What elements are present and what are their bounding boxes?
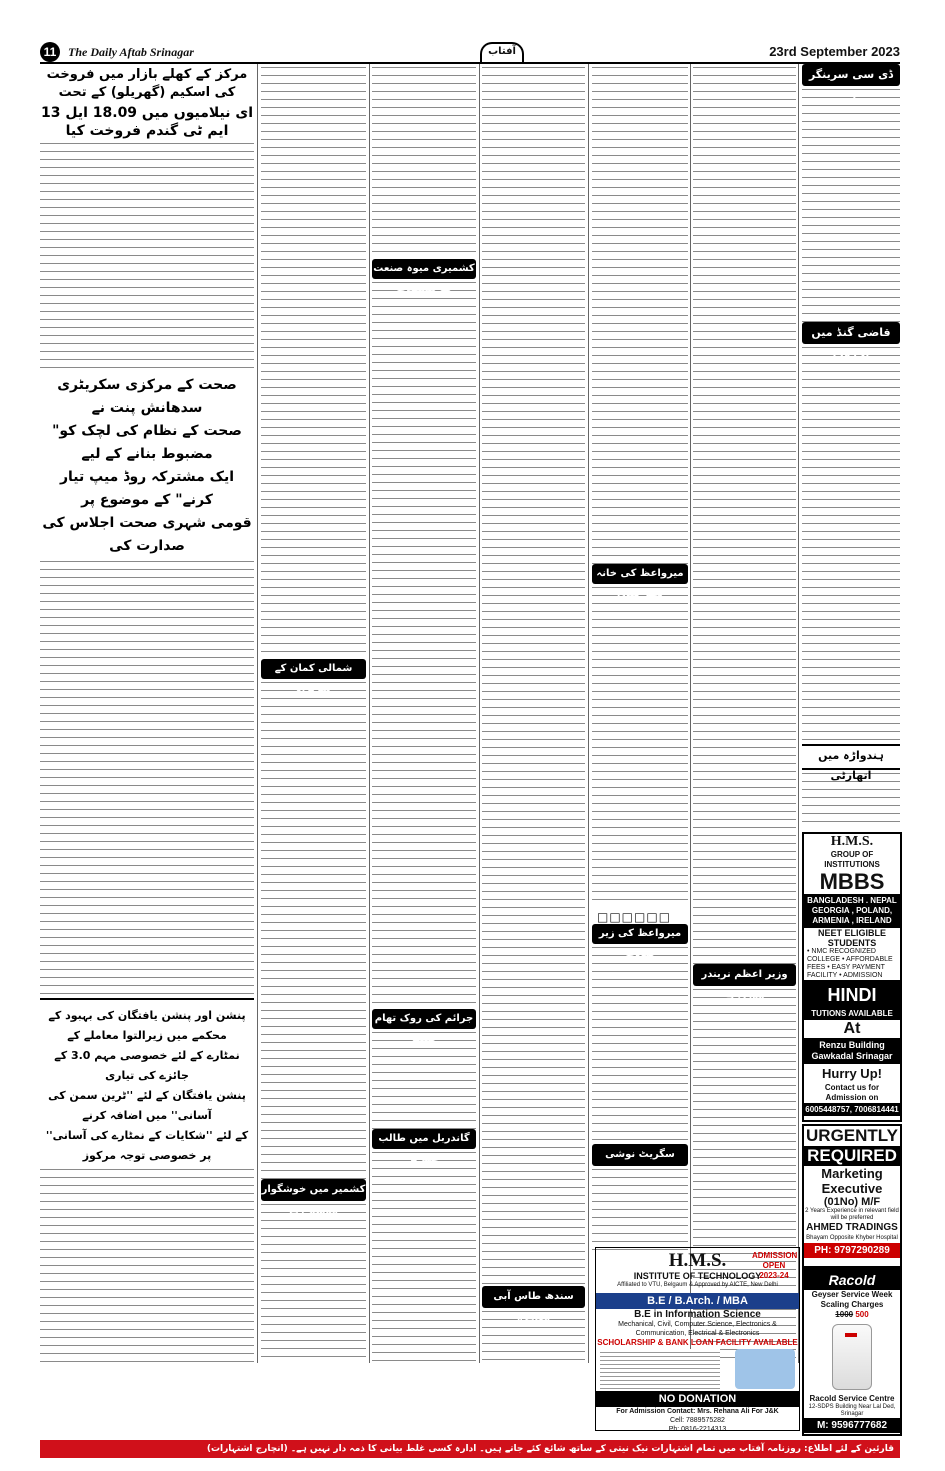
ad-racold-centre: Racold Service Centre <box>809 1394 895 1403</box>
ad-urgently-required <box>802 1124 902 1268</box>
ad-hmstech-features <box>600 1349 720 1389</box>
heading-northern-command: شمالی کمان کے سربراہ <box>261 659 366 679</box>
ad-racold-brand: Racold <box>804 1270 900 1290</box>
student-photo-icon <box>735 1349 795 1389</box>
ad-hms-mbbs <box>802 832 902 982</box>
heading-kashmir-weather: کشمیر میں خوشگوار موسم رہا <box>261 1179 366 1201</box>
article-text-health <box>40 558 254 998</box>
column-rule <box>479 64 480 1363</box>
headline-pension-1: پنشن اور پنشن یافتگان کی بہبود کے محکمے میں زیرالتوا معاملے کے <box>48 1009 246 1042</box>
column-5 <box>592 64 688 1363</box>
ad-hindi-place: Renzu Building Gawkadal Srinagar <box>804 1038 900 1064</box>
ad-racold-old-price: 1000 <box>835 1310 854 1319</box>
heading-pm-modi: وزیر اعظم نریندر مودی نے <box>693 964 796 986</box>
heading-crime-prevention: جرائم کی روک تھام کیلئے <box>372 1009 476 1029</box>
column-left <box>40 64 254 1363</box>
article-text <box>482 64 585 1286</box>
headline-wheat-2: 13 ای نیلامیوں میں 18.09 ایل ایم ٹی گندم فروخت کیا <box>40 105 254 139</box>
column-rule <box>369 64 370 1363</box>
column-4 <box>482 64 585 1363</box>
ad-urgent-address: Bhayam Opposite Khyber Hospital <box>806 1235 898 1241</box>
ad-racold-phone: M: 9596777682 <box>804 1418 900 1433</box>
paper-name: The Daily Aftab Srinagar <box>68 45 194 59</box>
article-text <box>261 679 366 1179</box>
heading-handwara: ہندواڑہ میں اتھارٹی <box>802 744 900 770</box>
masthead <box>40 42 900 64</box>
article-text <box>802 344 900 744</box>
ad-racold-line2: Scaling Charges <box>820 1300 884 1309</box>
ad-hmstech-affil: Affiliated to VTU, Belgaum & Approved by AICTE, New Delhi <box>617 1282 778 1288</box>
ad-urgent-count: (01No) M/F <box>823 1196 881 1208</box>
ornament-divider: □□□□□□ <box>597 910 672 924</box>
heading-smoking: سگریٹ نوشی <box>592 1144 688 1166</box>
ad-hmstech-ph: Ph: 0816-2214313 <box>668 1426 727 1431</box>
article-text <box>802 86 900 322</box>
ad-hms-mbbs-main: MBBS <box>819 869 885 894</box>
article-text <box>592 1166 688 1256</box>
ad-racold-price <box>804 1310 900 1320</box>
ad-urgent-exp: 2 Years Experience in relevant field will be preferred <box>805 1208 899 1221</box>
article-text <box>592 64 688 564</box>
heading-mirwaiz-house-arrest: میرواعظ کی خانہ نظر بندی <box>592 564 688 584</box>
footer-notice: قارئین کے لئے اطلاع: روزنامہ آفتاب میں تمام اشتہارات نیک نیتی کے ساتھ شائع کئے جاتے ہیں۔ ادارہ کسی غلط بیانی کا ذمہ دار نہیں ہے۔ (انچارج اشتہارات) <box>40 1440 900 1458</box>
headline-wheat-1: مرکز کے کھلے بازار میں فروخت کی اسکیم (گھریلو) کے تحت <box>46 67 248 100</box>
ad-hms-neet: NEET ELIGIBLE STUDENTS <box>817 928 886 948</box>
headline-health-3: ایک مشترکہ روڈ میپ تیار کرنے" کے موضوع پر <box>59 469 235 508</box>
ad-hmstech-contact: For Admission Contact: Mrs. Rehana Ali For J&K <box>616 1408 779 1415</box>
column-rule <box>690 64 691 1363</box>
heading-dryfruit-industry: کشمیری میوہ صنعت کو مشکلات <box>372 259 476 279</box>
ad-hmstech-title: H.M.S. <box>668 1250 727 1271</box>
column-6 <box>693 64 796 1363</box>
heading-qazigund-walnut: قاضی گنڈ میں اخروٹ <box>802 322 900 344</box>
ad-hmstech-courses: B.E / B.Arch. / MBA <box>596 1293 799 1309</box>
ad-hindi-at: At <box>843 1020 861 1037</box>
aftab-logo: آفتاب <box>480 42 524 62</box>
ad-hindi-title: HINDI <box>804 984 900 1007</box>
heading-dc-srinagar: ڈی سی سرینگر نے <box>802 64 900 86</box>
ad-hmstech-branches: Mechanical, Civil, Computer Science, Electronics & Communication, Electrical & Electronics <box>618 1321 777 1337</box>
ad-urgent-company: AHMED TRADINGS <box>806 1222 898 1233</box>
ad-racold-address: 12-SDPS Building Near Lal Ded, Srinagar <box>808 1404 896 1417</box>
ad-hmstech-subtitle: INSTITUTE OF TECHNOLOGY <box>633 1271 762 1281</box>
ad-hindi-subtitle: TUTIONS AVAILABLE <box>804 1007 900 1020</box>
article-text <box>261 1201 366 1363</box>
ad-urgent-title2: REQUIRED <box>804 1146 900 1166</box>
page-number: 11 <box>40 42 63 62</box>
ad-hmstech-scholarship: SCHOLARSHIP & BANK LOAN FACILITY AVAILABLE <box>597 1338 798 1347</box>
column-rule <box>588 64 589 1363</box>
ad-urgent-role: Marketing Executive <box>821 1166 883 1196</box>
issue-date: 23rd September 2023 <box>769 44 900 59</box>
article-text <box>372 1149 476 1363</box>
ad-hms-points: • NMC RECOGNIZED COLLEGE • AFFORDABLE FEES • EASY PAYMENT FACILITY • ADMISSION <box>807 948 893 979</box>
headline-pension-3: پنشن یافتگان کے لئے ''ٹرین سمن کی آسانی'' میں اضافہ کرنے <box>48 1089 246 1122</box>
ad-urgent-title1: URGENTLY <box>806 1126 898 1145</box>
article-text <box>693 64 796 964</box>
article-text <box>372 64 476 259</box>
ad-urgent-phone: PH: 9797290289 <box>804 1243 900 1258</box>
heading-indus-water-treaty: سندھ طاس آبی معاہدہ <box>482 1286 585 1308</box>
article-text-wheat <box>40 140 254 370</box>
column-right <box>802 64 900 829</box>
ad-hindi-contact: Contact us for Admission on <box>824 1083 880 1102</box>
ad-racold-line1: Geyser Service Week <box>811 1290 893 1299</box>
ad-hindi-tuitions <box>802 982 902 1122</box>
ad-hindi-hurry: Hurry Up! <box>822 1066 882 1081</box>
article-text <box>372 279 476 1009</box>
headline-pension-4: کے لئے ''شکایات کے نمٹارے کی آسانی'' پر خصوصی توجہ مرکوز <box>45 1129 249 1162</box>
ad-hms-countries: BANGLADESH . NEPAL GEORGIA , POLAND, ARMENIA , IRELAND <box>804 894 900 928</box>
article-text-pension <box>40 1166 254 1363</box>
ad-hmstech-cell: Cell: 7889575282 <box>670 1417 725 1424</box>
ad-hms-subtitle: GROUP OF INSTITUTIONS <box>824 850 880 869</box>
column-2 <box>261 64 366 1363</box>
column-rule <box>257 64 258 1363</box>
ad-hmstech-donation: NO DONATION <box>596 1391 799 1407</box>
article-text <box>592 584 688 904</box>
ad-hmstech-admission: ADMISSION OPEN 2023-24 <box>752 1251 798 1280</box>
article-text <box>592 944 688 1144</box>
ad-racold <box>802 1268 902 1436</box>
ad-hms-title: H.M.S. <box>830 834 874 849</box>
ad-hmstech-course2: B.E in Information Science <box>634 1309 761 1320</box>
column-rule <box>798 64 799 1363</box>
headline-health-4: قومی شہری صحت اجلاس کی صدارت کی <box>42 515 252 554</box>
column-3 <box>372 64 476 1363</box>
article-text <box>261 64 366 659</box>
headline-health-2: "صحت کے نظام کی لچک کو مضبوط بنانے کے لیے <box>52 423 242 462</box>
ad-racold-new-price: 500 <box>855 1310 869 1319</box>
geyser-icon <box>832 1324 872 1390</box>
headline-health-1: صحت کے مرکزی سکریٹری سدھانش پنت نے <box>57 377 237 416</box>
headline-pension-2: نمٹارے کے لئے خصوصی مہم 3.0 کے جائزے کی تیاری <box>54 1049 240 1082</box>
ad-hms-technology <box>595 1247 800 1431</box>
ad-hmstech-body <box>596 1347 799 1391</box>
heading-ganderbal-student: گاندربل میں طالب علم پر <box>372 1129 476 1149</box>
heading-mirwaiz-leadership: میرواعظ کی زیر قیادت <box>592 924 688 944</box>
ad-hindi-phones: 6005448757, 7006814441 <box>805 1105 899 1114</box>
